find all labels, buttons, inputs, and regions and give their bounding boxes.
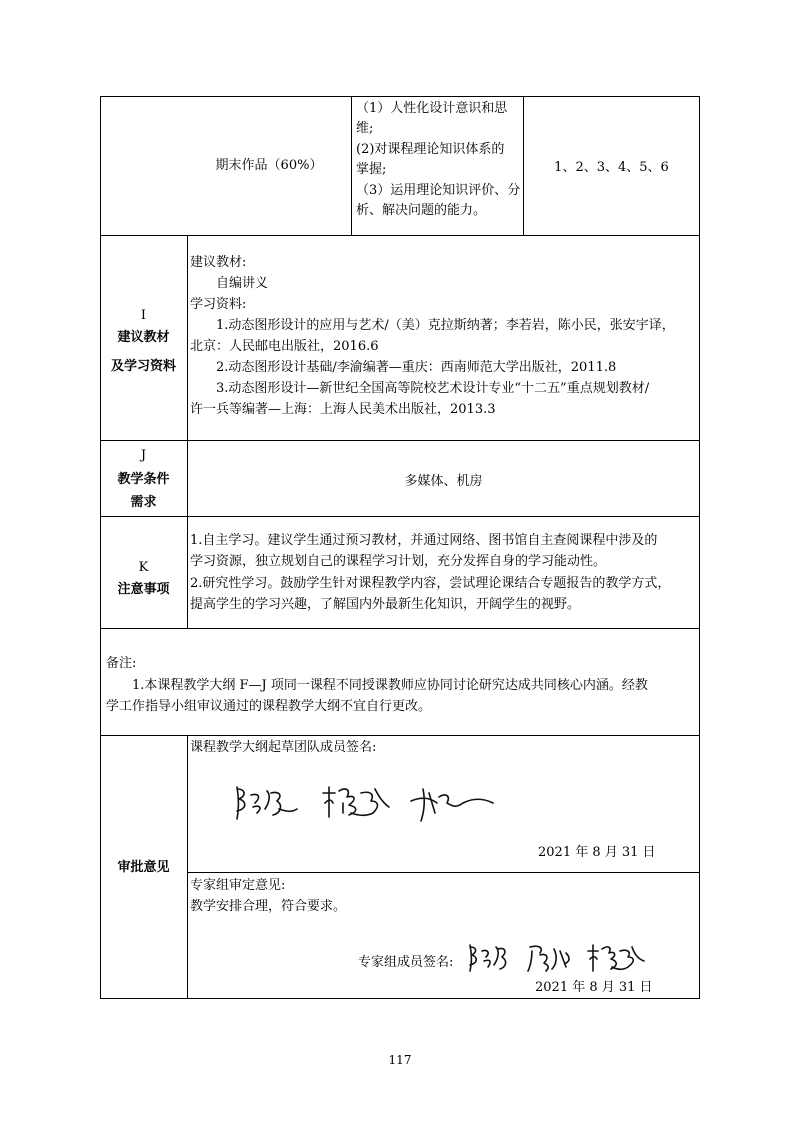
section-i-title-2: 及学习资料 — [110, 359, 176, 374]
expert-signatures — [466, 937, 666, 977]
material-line: 北京：人民邮电出版社，2016.6 — [190, 339, 379, 354]
remarks-line: 学工作指导小组审议通过的课程教学大纲不宜自行更改。 — [106, 699, 432, 714]
remarks-line: 1.本课程教学大纲 F—J 项同一课程不同授课教师应协同讨论研究达成共同核心内涵。经教 — [132, 678, 648, 693]
drafting-signature — [225, 773, 525, 833]
notice-line: 1.自主学习。建议学生通过预习教材，并通过网络、图书馆自主查阅课程中涉及的 — [190, 533, 658, 548]
goal-line: 析、解决问题的能力。 — [356, 203, 487, 218]
section-i-letter: I — [140, 308, 147, 323]
material-line: 1.动态图形设计的应用与艺术/（美）克拉斯纳著；李若岩，陈小民，张安宇译， — [216, 318, 675, 333]
section-j-title: 教学条件 — [117, 472, 170, 487]
material-line: 学习资料: — [190, 297, 247, 312]
approval-title: 审批意见 — [117, 860, 170, 875]
drafting-date: 2021 年 8 月 31 日 — [538, 845, 656, 860]
drafting-label: 课程教学大纲起草团队成员签名: — [190, 740, 377, 755]
goal-line: 维; — [356, 121, 374, 136]
section-k-letter: K — [138, 560, 149, 575]
page-number: 117 — [388, 1053, 412, 1067]
material-line: 3.动态图形设计—新世纪全国高等院校艺术设计专业“十二五”重点规划教材/ — [216, 381, 650, 396]
goal-line: （3）运用理论知识评价、分 — [356, 183, 521, 198]
section-j-title-2: 需求 — [130, 495, 157, 510]
assessment-objectives: 1、2、3、4、5、6 — [554, 160, 669, 175]
expert-date: 2021 年 8 月 31 日 — [535, 980, 653, 995]
section-k-title: 注意事项 — [117, 582, 170, 597]
goal-line: （1）人性化设计意识和思 — [356, 101, 508, 116]
section-j-content: 多媒体、机房 — [404, 474, 483, 489]
assessment-item: 期末作品（60%） — [215, 158, 323, 173]
section-j-letter: J — [140, 448, 147, 463]
expert-label: 专家组审定意见: — [190, 878, 286, 893]
notice-line: 提高学生的学习兴趣，了解国内外最新生化知识，开阔学生的视野。 — [190, 597, 581, 612]
expert-sign-label: 专家组成员签名: — [358, 955, 454, 970]
material-line: 许一兵等编著—上海：上海人民美术出版社，2013.3 — [190, 402, 496, 417]
remarks-label: 备注: — [106, 656, 137, 671]
notice-line: 2.研究性学习。鼓励学生针对课程教学内容，尝试理论课结合专题报告的教学方式， — [190, 576, 671, 591]
goal-line: (2)对课程理论知识体系的 — [356, 142, 505, 157]
material-line: 自编讲义 — [216, 276, 269, 291]
notice-line: 学习资源，独立规划自己的课程学习计划，充分发挥自身的学习能动性。 — [190, 554, 607, 569]
goal-line: 掌握; — [356, 162, 387, 177]
material-line: 建议教材: — [190, 255, 247, 270]
expert-opinion: 教学安排合理，符合要求。 — [190, 899, 347, 914]
section-i-title: 建议教材 — [117, 330, 170, 345]
material-line: 2.动态图形设计基础/李渝编著—重庆：西南师范大学出版社，2011.8 — [216, 360, 617, 375]
